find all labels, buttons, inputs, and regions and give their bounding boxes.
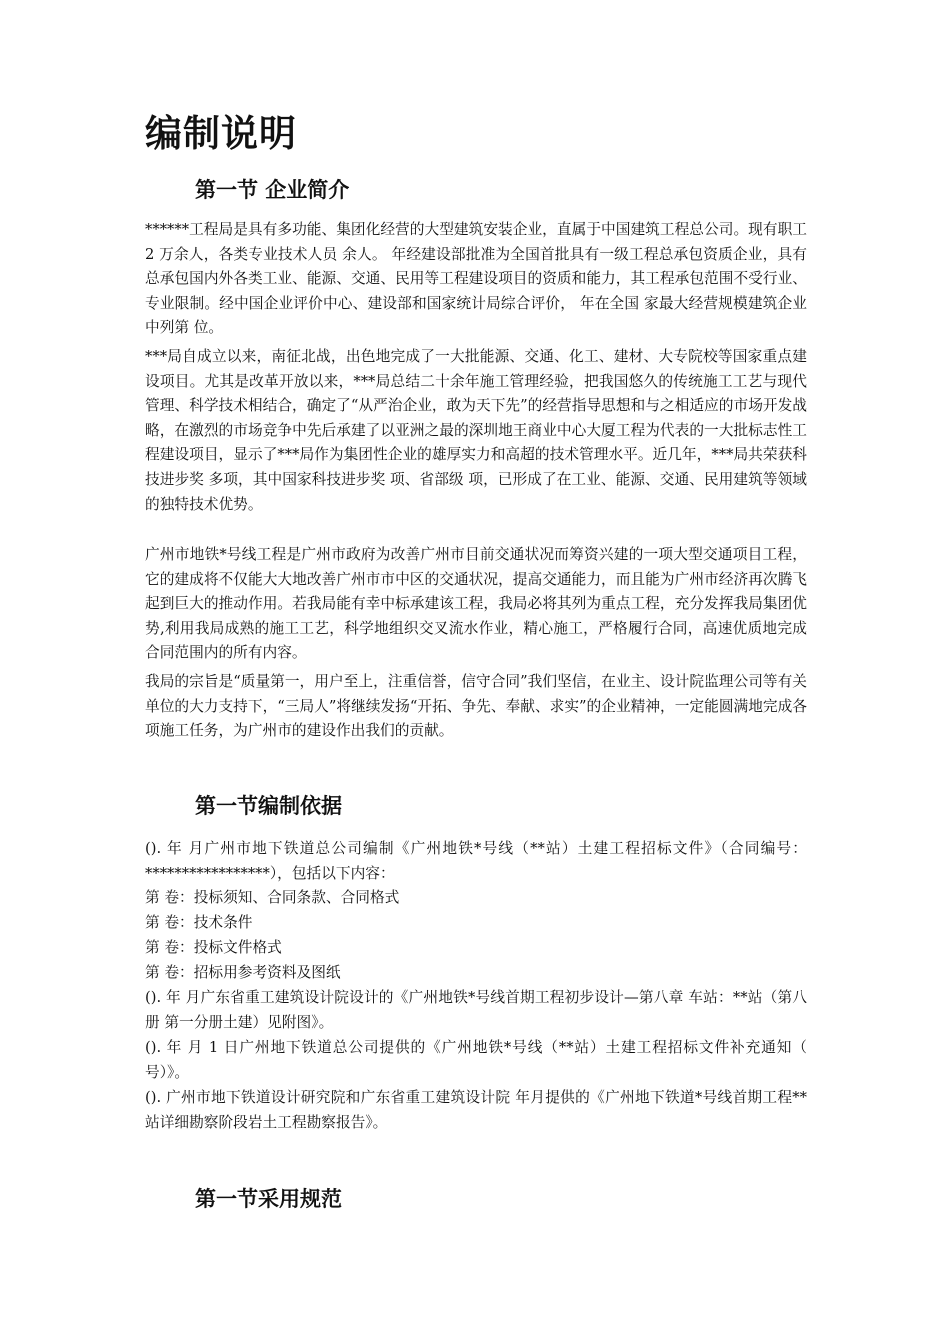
- company-profile-paragraph-2: ***局自成立以来，南征北战，出色地完成了一大批能源、交通、化工、建材、大专院校等国家重点建设项目。尤其是改革开放以来，***局总结二十余年施工管理经验，把我国悠久的传统施工工艺与现代管理、科学技术相结合，确定了“从严治企业，敢为天下先”的经营指导思想和与之相适应的市场开发战略，在激烈的市场竞争中先后承建了以亚洲之最的深圳地王商业中心大厦工程为代表的一大批标志性工程建设项目，显示了***局作为集团性企业的雄厚实力和高超的技术管理水平。近几年，***局共荣获科技进步奖 多项，其中国家科技进步奖 项、省部级 项，已形成了在工业、能源、交通、民用建筑等领域的独特技术优势。: [145, 348, 807, 513]
- basis-volume-3: 第 卷：投标文件格式: [145, 939, 282, 956]
- basis-item-1: (). 年 月广州市地下铁道总公司编制《广州地铁*号线（**站）土建工程招标文件》（合同编号：*****************），包括以下内容：: [145, 840, 807, 882]
- section-heading-standards: 第一节采用规范: [195, 1186, 342, 1211]
- company-profile-paragraph-1: ******工程局是具有多功能、集团化经营的大型建筑安装企业，直属于中国建筑工程总公司。现有职工 2 万余人，各类专业技术人员 余人。 年经建设部批准为全国首批具有一级工程总承包资质企业，具有总承包国内外各类工业、能源、交通、民用等工程建设项目的资质和能力，其工程承包范围不受行业、专业限制。经中国企业评价中心、建设部和国家统计局综合评价， 年在全国 家最大经营规模建筑企业中列第 位。: [145, 221, 807, 337]
- document-title: 编制说明: [145, 111, 297, 155]
- basis-volume-4: 第 卷：招标用参考资料及图纸: [145, 964, 341, 981]
- basis-item-4: (). 广州市地下铁道设计研究院和广东省重工建筑设计院 年月提供的《广州地下铁道*号线首期工程**站详细勘察阶段岩土工程勘察报告》。: [145, 1089, 807, 1131]
- basis-volume-2: 第 卷：技术条件: [145, 914, 253, 931]
- section-heading-compilation-basis: 第一节编制依据: [195, 793, 342, 818]
- basis-volume-1: 第 卷：投标须知、合同条款、合同格式: [145, 889, 400, 906]
- section-heading-company-profile: 第一节 企业简介: [195, 177, 350, 202]
- basis-item-3: (). 年 月 1 日广州地下铁道总公司提供的《广州地铁*号线（**站）土建工程招标文件补充通知（ 号）》。: [145, 1039, 807, 1081]
- company-profile-paragraph-3: 广州市地铁*号线工程是广州市政府为改善广州市目前交通状况而筹资兴建的一项大型交通项目工程，它的建成将不仅能大大地改善广州市市中区的交通状况，提高交通能力，而且能为广州市经济再次腾飞起到巨大的推动作用。若我局能有幸中标承建该工程，我局必将其列为重点工程，充分发挥我局集团优势,利用我局成熟的施工工艺，科学地组织交叉流水作业，精心施工，严格履行合同，高速优质地完成合同范围内的所有内容。: [145, 546, 807, 662]
- company-profile-paragraph-4: 我局的宗旨是“质量第一，用户至上，注重信誉，信守合同”我们坚信，在业主、设计院监理公司等有关单位的大力支持下，“三局人”将继续发扬“开拓、争先、奉献、求实”的企业精神，一定能圆满地完成各项施工任务，为广州市的建设作出我们的贡献。: [145, 673, 807, 740]
- basis-item-2: (). 年 月广东省重工建筑设计院设计的《广州地铁*号线首期工程初步设计—第八章 车站：**站（第八册 第一分册土建）见附图》。: [145, 989, 807, 1031]
